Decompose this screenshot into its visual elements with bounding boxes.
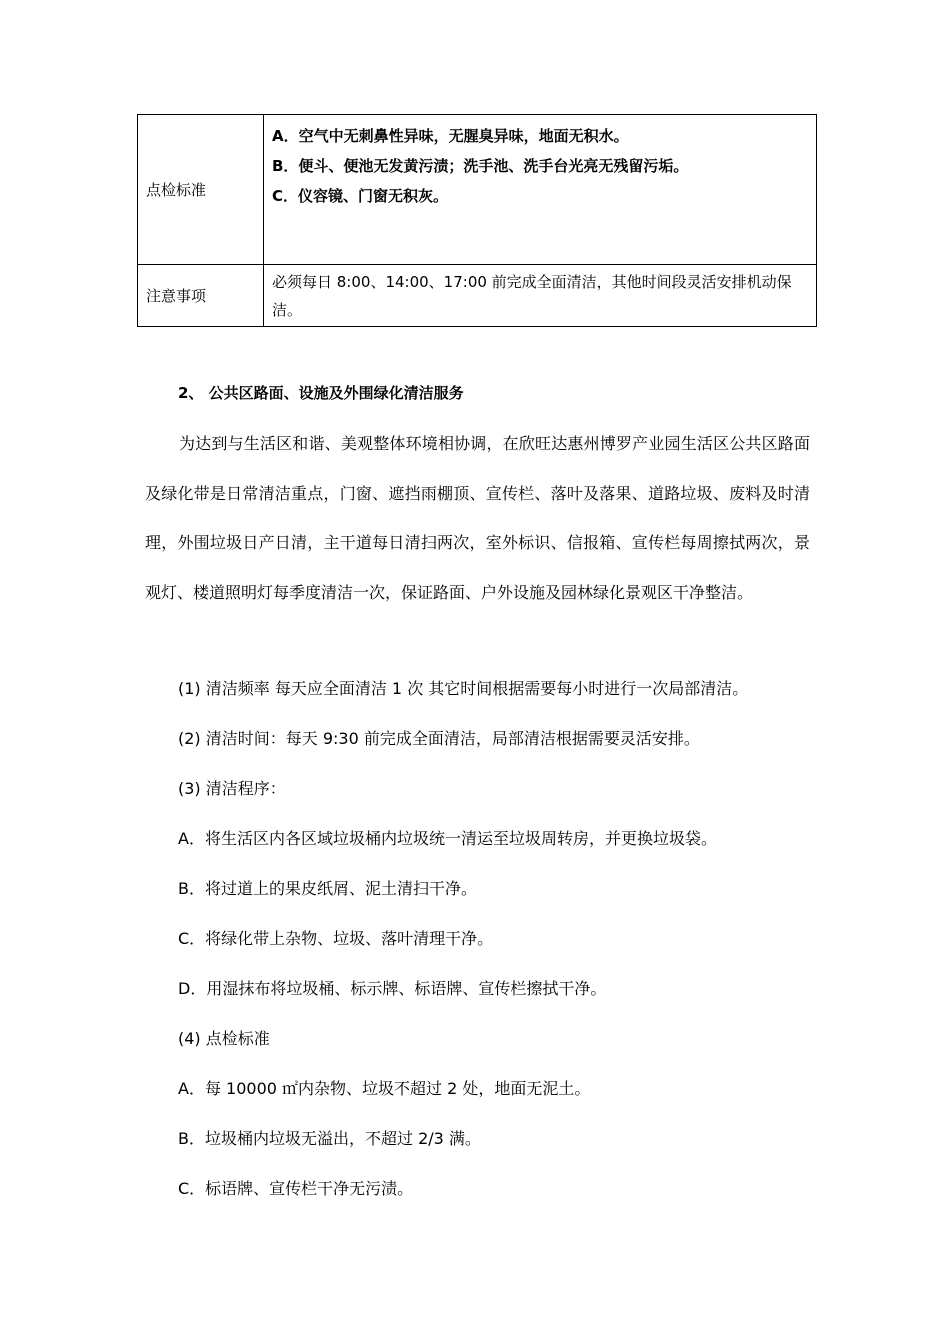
criterion-b: B．便斗、便池无发黄污渍；洗手池、洗手台光亮无残留污垢。 [272,157,689,175]
standard-item-a: A．每 10000 ㎡内杂物、垃圾不超过 2 处，地面无泥土。 [178,1079,591,1098]
inspection-table [137,114,817,327]
criterion-c: C．仪容镜、门窗无积灰。 [272,187,449,205]
procedure-step-b: B．将过道上的果皮纸屑、泥土清扫干净。 [178,879,477,898]
standard-item-c: C．标语牌、宣传栏干净无污渍。 [178,1179,414,1198]
notes-cell [264,265,817,327]
procedure-step-a: A．将生活区内各区域垃圾桶内垃圾统一清运至垃圾周转房，并更换垃圾袋。 [178,829,717,848]
inspection-standard-heading: (4) 点检标准 [178,1029,270,1048]
cleaning-frequency-line: (1) 清洁频率 每天应全面清洁 1 次 其它时间根据需要每小时进行一次局部清洁。 [178,679,749,698]
section-heading: 2、 公共区路面、设施及外围绿化清洁服务 [178,384,464,402]
cleaning-procedure-heading: (3) 清洁程序： [178,779,286,798]
table-row [138,265,817,327]
procedure-step-d: D．用湿抹布将垃圾桶、标示牌、标语牌、宣传栏擦拭干净。 [178,979,607,998]
procedure-step-c: C．将绿化带上杂物、垃圾、落叶清理干净。 [178,929,494,948]
table-row [138,115,817,265]
notes-label: 注意事项 [138,265,264,327]
standard-item-b: B．垃圾桶内垃圾无溢出，不超过 2/3 满。 [178,1129,481,1148]
inspection-standard-label: 点检标准 [138,115,264,265]
criterion-a: A．空气中无刺鼻性异味，无腥臭异味，地面无积水。 [272,127,629,145]
cleaning-time-line: (2) 清洁时间：每天 9:30 前完成全面清洁，局部清洁根据需要灵活安排。 [178,729,700,748]
section-paragraph: 为达到与生活区和谐、美观整体环境相协调，在欣旺达惠州博罗产业园生活区公共区路面及绿化带是日常清洁重点，门窗、遮挡雨棚顶、宣传栏、落叶及落果、道路垃圾、废料及时清理，外围垃圾日产日清，主干道每日清扫两次，室外标识、信报箱、宣传栏每周擦拭两次，景观灯、楼道照明灯每季度清洁一次，保证路面、户外设施及园林绿化景观区干净整洁。 [145,434,810,602]
notes-text: 必须每日 8:00、14:00、17:00 前完成全面清洁，其他时间段灵活安排机动保洁。 [272,272,792,319]
inspection-standard-cell [264,115,817,265]
